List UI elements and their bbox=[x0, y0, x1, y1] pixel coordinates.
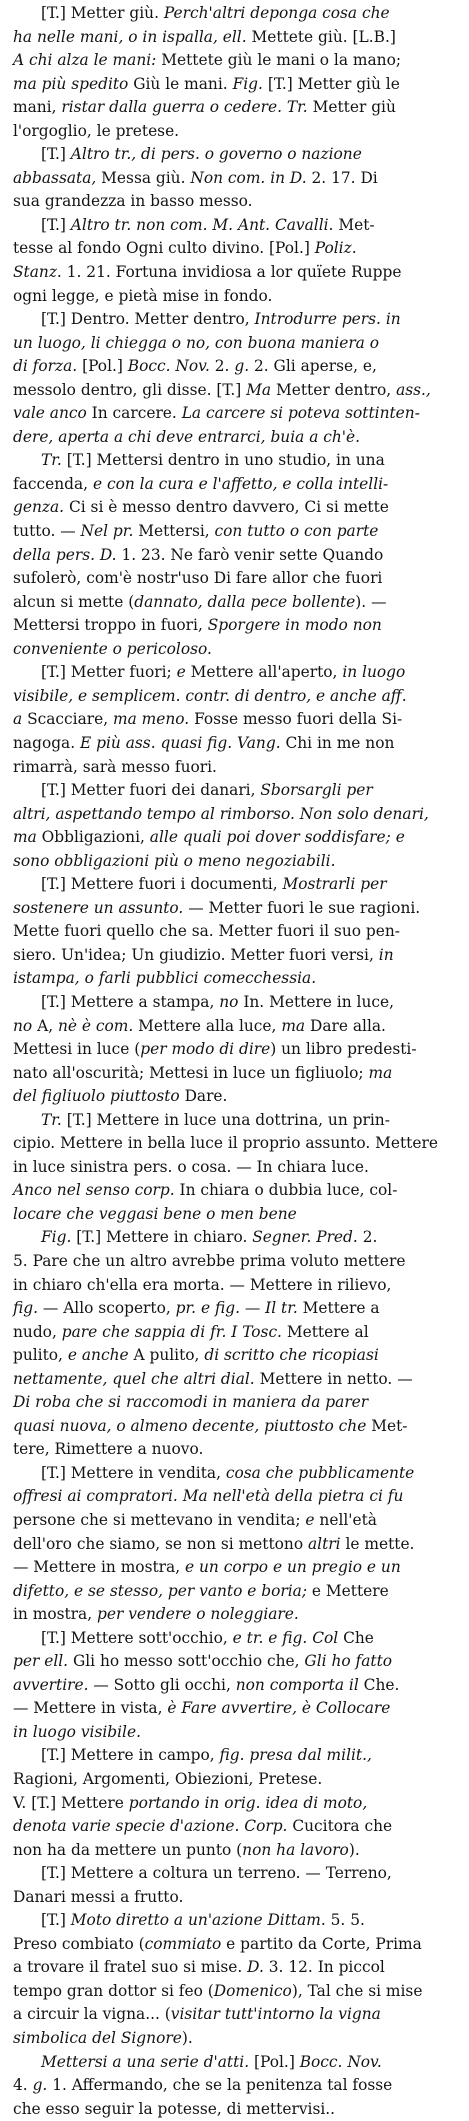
italic-segment: ma bbox=[13, 828, 37, 847]
text-segment: — Metter fuori le sue ragioni. bbox=[183, 898, 421, 917]
text-segment: [Pol.] bbox=[77, 357, 128, 376]
text-line bbox=[13, 1038, 459, 1062]
text-line bbox=[13, 1933, 459, 1957]
italic-segment: visitar tutt'intorno la vigna bbox=[170, 2005, 381, 2024]
text-segment: Mettersi troppo in fuori, bbox=[13, 616, 208, 635]
text-segment: siero. Un'idea; Un giudizio. Metter fuori versi, bbox=[13, 945, 379, 964]
text-line bbox=[13, 355, 459, 379]
italic-segment: no bbox=[13, 1016, 33, 1035]
italic-segment: altri bbox=[308, 1534, 341, 1553]
text-segment: dell'oro che siamo, se non si mettono bbox=[13, 1534, 308, 1553]
text-line bbox=[13, 496, 459, 520]
text-line bbox=[13, 2098, 459, 2121]
text-line bbox=[13, 2, 459, 26]
text-segment: [T.] Mettere in vendita, bbox=[41, 1463, 226, 1482]
italic-segment: è Fare avvertire, è Collocare bbox=[167, 1699, 391, 1718]
text-segment: in luce sinistra pers. o cosa. — In chiara luce. bbox=[13, 1157, 369, 1176]
italic-segment: Anco nel senso corp. bbox=[13, 1181, 175, 1200]
text-line bbox=[13, 402, 459, 426]
text-line bbox=[13, 1015, 459, 1039]
text-segment: Mettere a bbox=[297, 1299, 380, 1318]
text-segment: — Sotto gli occhi, bbox=[88, 1675, 236, 1694]
text-segment: 2. 17. Di bbox=[306, 168, 378, 187]
text-segment: alcun si mette ( bbox=[13, 592, 135, 611]
text-segment: nudo, bbox=[13, 1322, 62, 1341]
italic-segment: ristar dalla guerra o cedere. Tr. bbox=[61, 98, 308, 117]
text-segment: tempo gran dottor si feo ( bbox=[13, 1981, 214, 2000]
text-segment: a trovare il fratel suo si mise. bbox=[13, 1958, 248, 1977]
text-line bbox=[13, 826, 459, 850]
italic-segment: Mostrarli per bbox=[282, 875, 387, 894]
text-segment: che esso seguir la potesse, di mettervisi.. bbox=[13, 2099, 336, 2118]
text-line bbox=[13, 1274, 459, 1298]
text-segment: Cucitora che bbox=[287, 1817, 393, 1836]
italic-segment: g. bbox=[32, 2076, 48, 2095]
text-line bbox=[13, 967, 459, 991]
text-line bbox=[13, 1509, 459, 1533]
italic-segment: Non com. in D. bbox=[190, 168, 307, 187]
italic-segment: e un corpo e un pregio e un bbox=[184, 1558, 401, 1577]
text-segment: tere, Rimettere a nuovo. bbox=[13, 1440, 204, 1459]
text-line bbox=[13, 1792, 459, 1816]
text-segment: tesse al fondo Ogni culto divino. [Pol.] bbox=[13, 239, 315, 258]
text-segment: [T.] Metter giù. bbox=[41, 4, 164, 22]
text-segment: [T.] Mettere in campo, bbox=[41, 1746, 220, 1765]
text-line bbox=[13, 167, 459, 191]
text-segment: — Mettere in vista, bbox=[13, 1699, 168, 1718]
text-segment: [T.] Mettere in luce una dottrina, un prin- bbox=[61, 1110, 390, 1129]
text-segment: l'orgoglio, le pretese. bbox=[13, 121, 180, 140]
text-segment: Mettete giù. [L.B.] bbox=[246, 27, 396, 46]
italic-segment: non comporta il bbox=[235, 1675, 359, 1694]
text-line bbox=[13, 920, 459, 944]
text-segment: [T.] Mettere a stampa, bbox=[41, 992, 220, 1011]
italic-segment: alle quali poi dover soddisfare; e bbox=[149, 828, 405, 847]
text-segment: mani, bbox=[13, 98, 62, 117]
text-segment: Preso combiato ( bbox=[13, 1934, 145, 1953]
text-segment: Che bbox=[338, 1628, 374, 1647]
text-segment: Met- bbox=[366, 1416, 408, 1435]
text-segment: Messa giù. bbox=[96, 168, 191, 187]
text-segment: Ci si è messo dentro davvero, Ci si mette bbox=[64, 498, 389, 517]
italic-segment: sono obbligazioni più o meno negoziabili. bbox=[13, 851, 336, 870]
text-segment: Metter giù bbox=[307, 98, 396, 117]
text-segment: V. [T.] Mettere bbox=[13, 1793, 129, 1812]
italic-segment: ha nelle mani, o in ispalla, ell. bbox=[13, 27, 247, 46]
text-segment: 2. bbox=[209, 357, 235, 376]
italic-segment: Mettersi a una serie d'atti. bbox=[41, 2052, 250, 2071]
text-line bbox=[13, 1980, 459, 2004]
text-line bbox=[13, 308, 459, 332]
text-line bbox=[13, 1721, 459, 1745]
italic-segment: istampa, o farli pubblici comecchessia. bbox=[13, 969, 317, 988]
italic-segment: di scritto che ricopiasi bbox=[204, 1346, 379, 1365]
italic-segment: locare che veggasi bene o men bene bbox=[13, 1204, 297, 1223]
italic-segment: ma più spedito bbox=[13, 74, 129, 93]
text-segment: 5. Pare che un altro avrebbe prima voluto mettere bbox=[13, 1251, 406, 1270]
italic-segment: ma meno. bbox=[113, 710, 190, 729]
text-line bbox=[13, 1344, 459, 1368]
text-segment: [T.] bbox=[41, 215, 71, 234]
italic-segment: di forza. bbox=[13, 357, 78, 376]
text-line bbox=[13, 379, 459, 403]
text-segment: in mostra, bbox=[13, 1605, 97, 1624]
text-line bbox=[13, 873, 459, 897]
text-line bbox=[13, 1580, 459, 1604]
text-segment: ). bbox=[181, 2029, 193, 2048]
text-segment: tutto. — bbox=[13, 522, 81, 541]
text-line bbox=[13, 2051, 459, 2075]
text-line bbox=[13, 1109, 459, 1133]
text-segment: nell'età bbox=[314, 1511, 377, 1529]
text-segment: Mettere in netto. — bbox=[254, 1369, 413, 1388]
text-line bbox=[13, 285, 459, 309]
italic-segment: e con la cura e l'affetto, e colla intelli- bbox=[92, 474, 389, 493]
text-line bbox=[13, 1533, 459, 1557]
text-line bbox=[13, 473, 459, 497]
text-line bbox=[13, 591, 459, 615]
italic-segment: dannato, dalla pece bollente bbox=[134, 592, 356, 611]
italic-segment: del figliuolo piuttosto bbox=[13, 1087, 180, 1106]
italic-segment: in luogo bbox=[342, 663, 406, 682]
text-segment: in chiaro ch'ella era morta. — Mettere in rilievo, bbox=[13, 1275, 392, 1294]
italic-segment: cosa che pubblicamente bbox=[225, 1463, 415, 1482]
text-line bbox=[13, 2027, 459, 2051]
text-line bbox=[13, 1815, 459, 1839]
text-line bbox=[13, 1203, 459, 1227]
text-line bbox=[13, 26, 459, 50]
text-segment: In carcere. bbox=[86, 404, 182, 423]
text-segment: sufolerò, com'è nostr'uso Di fare allor che fuori bbox=[13, 569, 383, 588]
text-line bbox=[13, 803, 459, 827]
italic-segment: dere, aperta a chi deve entrarci, buia a ch'è. bbox=[13, 427, 361, 446]
text-line bbox=[13, 190, 459, 214]
text-line bbox=[13, 1321, 459, 1345]
italic-segment: ass., bbox=[396, 380, 431, 399]
text-line bbox=[13, 1627, 459, 1651]
italic-segment: Ma bbox=[246, 380, 272, 399]
text-line bbox=[13, 2003, 459, 2027]
italic-segment: Altro tr., di pers. o governo o nazione bbox=[70, 145, 362, 164]
text-segment: messolo dentro, gli disse. [T.] bbox=[13, 380, 247, 399]
text-line bbox=[13, 779, 459, 803]
text-segment: Danari messi a frutto. bbox=[13, 1887, 184, 1906]
italic-segment: A chi alza le mani: bbox=[13, 51, 157, 70]
text-line bbox=[13, 1250, 459, 1274]
italic-segment: pare che sappia di fr. I Tosc. bbox=[61, 1322, 282, 1341]
italic-segment: Bocc. Nov. bbox=[127, 357, 210, 376]
italic-segment: Nel pr. bbox=[80, 522, 134, 541]
italic-segment: Fig. bbox=[232, 74, 263, 93]
text-line bbox=[13, 1226, 459, 1250]
italic-segment: Tr. bbox=[41, 451, 62, 470]
text-line bbox=[13, 1179, 459, 1203]
text-segment: — Mettere in mostra, bbox=[13, 1558, 185, 1577]
italic-segment: D. bbox=[247, 1958, 264, 1977]
text-line bbox=[13, 1485, 459, 1509]
text-line bbox=[13, 1085, 459, 1109]
text-segment: Mettere al bbox=[281, 1322, 369, 1341]
italic-segment: in bbox=[378, 945, 394, 964]
italic-segment: per vendere o noleggiare. bbox=[97, 1605, 299, 1624]
italic-segment: sostenere un assunto. bbox=[13, 898, 184, 917]
text-segment: In. Mettere in luce, bbox=[238, 992, 394, 1011]
italic-segment: per ell. bbox=[13, 1652, 69, 1671]
text-line bbox=[13, 756, 459, 780]
italic-segment: visibile, e semplicem. contr. di dentro, e anche aff. bbox=[13, 686, 407, 705]
text-line bbox=[13, 1956, 459, 1980]
text-line bbox=[13, 567, 459, 591]
text-line bbox=[13, 2074, 459, 2098]
text-segment: Mettersi, bbox=[133, 522, 215, 541]
text-line bbox=[13, 1603, 459, 1627]
text-segment: [T.] Mettere a coltura un terreno. — Terreno, bbox=[41, 1864, 392, 1883]
italic-segment: nettamente, quel che altri dial. bbox=[13, 1369, 255, 1388]
text-line bbox=[13, 96, 459, 120]
text-line bbox=[13, 1156, 459, 1180]
text-line bbox=[13, 1839, 459, 1863]
text-line bbox=[13, 237, 459, 261]
text-line bbox=[13, 1744, 459, 1768]
text-segment: ). bbox=[348, 1840, 360, 1859]
italic-segment: e bbox=[305, 1511, 315, 1529]
text-segment: — Allo scoperto, bbox=[38, 1299, 176, 1318]
text-segment: [T.] bbox=[41, 145, 71, 164]
italic-segment: a bbox=[13, 710, 23, 729]
italic-segment: conveniente o pericoloso. bbox=[13, 639, 212, 658]
text-line bbox=[13, 708, 459, 732]
text-segment: [T.] Mettere sott'occhio, bbox=[41, 1628, 233, 1647]
text-segment: rimarrà, sarà messo fuori. bbox=[13, 757, 217, 776]
italic-segment: genza. bbox=[13, 498, 65, 517]
text-segment: cipio. Mettere in bella luce il proprio assunto. Mettere bbox=[13, 1134, 438, 1153]
text-segment: Ragioni, Argomenti, Obiezioni, Pretese. bbox=[13, 1770, 323, 1789]
text-line bbox=[13, 661, 459, 685]
text-line bbox=[13, 1391, 459, 1415]
italic-segment: Sporgere in modo non bbox=[207, 616, 382, 635]
text-line bbox=[13, 732, 459, 756]
text-segment: Giù le mani. bbox=[128, 74, 233, 93]
italic-segment: fig. bbox=[13, 1299, 39, 1318]
text-segment: [T.] Metter fuori; bbox=[41, 663, 177, 682]
italic-segment: offresi ai compratori. Ma nell'età della pietra ci fu bbox=[13, 1487, 404, 1506]
italic-segment: altri, aspettando tempo al rimborso. Non solo denari, bbox=[13, 804, 429, 823]
text-segment: ogni legge, e pietà mise in fondo. bbox=[13, 286, 273, 305]
italic-segment: Fig. bbox=[41, 1228, 72, 1247]
italic-segment: Introdurre pers. in bbox=[254, 310, 401, 329]
italic-segment: abbassata, bbox=[13, 168, 97, 187]
text-segment: 4. bbox=[13, 2076, 33, 2095]
text-segment: 3. 12. In piccol bbox=[263, 1958, 385, 1977]
text-line bbox=[13, 1368, 459, 1392]
text-segment: Mettere alla luce, bbox=[133, 1016, 282, 1035]
text-line bbox=[13, 1862, 459, 1886]
text-line bbox=[13, 991, 459, 1015]
italic-segment: Segner. Pred. bbox=[252, 1228, 358, 1247]
italic-segment: g. bbox=[234, 357, 250, 376]
text-line bbox=[13, 1697, 459, 1721]
text-segment: 2. Gli aperse, e, bbox=[249, 357, 377, 376]
text-segment: A, bbox=[32, 1016, 58, 1035]
text-segment: 1. Affermando, che se la penitenza tal fosse bbox=[47, 2076, 393, 2095]
text-line bbox=[13, 544, 459, 568]
text-segment: 2. bbox=[357, 1228, 378, 1247]
italic-segment: non ha lavoro bbox=[242, 1840, 349, 1859]
text-segment: e Mettere bbox=[307, 1581, 389, 1600]
italic-segment: simbolica del Signore bbox=[13, 2029, 182, 2048]
text-line bbox=[13, 1886, 459, 1910]
text-line bbox=[13, 1650, 459, 1674]
italic-segment: e bbox=[176, 663, 186, 682]
italic-segment: Altro tr. non com. M. Ant. Cavalli. bbox=[70, 215, 334, 234]
text-segment: [T.] Dentro. Metter dentro, bbox=[41, 310, 255, 329]
text-segment: nato all'oscurità; Mettesi in luce un figliuolo; bbox=[13, 1063, 369, 1082]
text-line bbox=[13, 332, 459, 356]
italic-segment: e anche bbox=[67, 1346, 129, 1365]
text-line bbox=[13, 120, 459, 144]
text-segment: faccenda, bbox=[13, 474, 93, 493]
text-segment: [Pol.] bbox=[249, 2052, 300, 2071]
text-line bbox=[13, 1062, 459, 1086]
italic-segment: pr. e fig. — Il tr. bbox=[175, 1299, 298, 1318]
text-segment: [T.] Metter fuori dei danari, bbox=[41, 781, 261, 800]
italic-segment: in luogo visibile. bbox=[13, 1722, 141, 1741]
italic-segment: Bocc. Nov. bbox=[299, 2052, 382, 2071]
text-segment: Fosse messo fuori della Si- bbox=[189, 710, 403, 729]
italic-segment: commiato bbox=[144, 1934, 222, 1953]
text-line bbox=[13, 614, 459, 638]
text-segment: [T.] Mettere in chiaro. bbox=[71, 1228, 253, 1247]
text-segment: Metter dentro, bbox=[271, 380, 397, 399]
text-line bbox=[13, 49, 459, 73]
italic-segment: fig. presa dal milit., bbox=[219, 1746, 372, 1765]
text-line bbox=[13, 1297, 459, 1321]
text-segment: 1. 21. Fortuna invidiosa a lor quïete Ruppe bbox=[61, 263, 402, 282]
text-line bbox=[13, 850, 459, 874]
italic-segment: ma bbox=[281, 1016, 306, 1035]
text-segment: Met- bbox=[333, 215, 375, 234]
italic-segment: della pers. D. bbox=[13, 545, 117, 564]
text-segment: ). — bbox=[355, 592, 387, 611]
text-segment: a circuir la vigna... ( bbox=[13, 2005, 171, 2024]
italic-segment: quasi nuova, o almeno decente, piuttosto che bbox=[13, 1416, 367, 1435]
text-line bbox=[13, 73, 459, 97]
italic-segment: Tr. bbox=[41, 1110, 62, 1129]
italic-segment: Stanz. bbox=[13, 263, 62, 282]
text-segment: Mettere all'aperto, bbox=[185, 663, 343, 682]
text-segment: le mette. bbox=[340, 1534, 415, 1553]
text-segment: A pulito, bbox=[128, 1346, 205, 1365]
text-segment: [T.] bbox=[41, 1911, 71, 1930]
text-line bbox=[13, 520, 459, 544]
italic-segment: Di roba che si raccomodi in maniera da parer bbox=[13, 1393, 369, 1412]
text-segment: Gli ho messo sott'occhio che, bbox=[68, 1652, 305, 1671]
text-line bbox=[13, 1909, 459, 1933]
text-segment: Obbligazioni, bbox=[36, 828, 150, 847]
italic-segment: Gli ho fatto bbox=[304, 1652, 393, 1671]
italic-segment: nè è com. bbox=[57, 1016, 134, 1035]
text-segment: sua grandezza in basso messo. bbox=[13, 192, 253, 211]
text-segment: Dare alla. bbox=[305, 1016, 386, 1035]
text-line bbox=[13, 261, 459, 285]
text-line bbox=[13, 449, 459, 473]
text-line bbox=[13, 897, 459, 921]
text-segment: pulito, bbox=[13, 1346, 68, 1365]
text-segment: Mettete giù le mani o la mano; bbox=[156, 51, 402, 70]
italic-segment: denota varie specie d'azione. Corp. bbox=[13, 1817, 288, 1836]
italic-segment: vale anco bbox=[13, 404, 87, 423]
italic-segment: Sborsargli per bbox=[260, 781, 373, 800]
italic-segment: no bbox=[219, 992, 239, 1011]
text-line bbox=[13, 685, 459, 709]
italic-segment: difetto, e se stesso, per vanto e boria; bbox=[13, 1581, 308, 1600]
text-line bbox=[13, 214, 459, 238]
text-segment: [T.] Metter giù le bbox=[262, 74, 400, 93]
text-line bbox=[13, 1415, 459, 1439]
italic-segment: con tutto o con parte bbox=[214, 522, 379, 541]
text-segment: Che. bbox=[358, 1675, 400, 1694]
text-segment: persone che si mettevano in vendita; bbox=[13, 1511, 306, 1529]
italic-segment: avvertire. bbox=[13, 1675, 89, 1694]
text-segment: [T.] Mettere fuori i documenti, bbox=[41, 875, 283, 894]
text-segment: non ha da mettere un punto ( bbox=[13, 1840, 243, 1859]
text-line bbox=[13, 1556, 459, 1580]
italic-segment: E più ass. quasi fig. Vang. bbox=[80, 733, 281, 752]
text-line bbox=[13, 1768, 459, 1792]
text-line bbox=[13, 426, 459, 450]
text-segment: 1. 23. Ne farò venir sette Quando bbox=[116, 545, 384, 564]
text-line bbox=[13, 143, 459, 167]
text-segment: nagoga. bbox=[13, 733, 81, 752]
italic-segment: un luogo, li chiegga o no, con buona maniera o bbox=[13, 333, 380, 352]
italic-segment: Poliz. bbox=[314, 239, 357, 258]
text-segment: Chi in me non bbox=[280, 733, 395, 752]
text-line bbox=[13, 1674, 459, 1698]
italic-segment: La carcere si poteva sottinten- bbox=[181, 404, 420, 423]
italic-segment: ma bbox=[368, 1063, 393, 1082]
text-segment: [T.] Mettersi dentro in uno studio, in una bbox=[61, 451, 385, 470]
italic-segment: Domenico bbox=[213, 1981, 292, 2000]
text-segment: 5. 5. bbox=[325, 1911, 365, 1930]
text-line bbox=[13, 1438, 459, 1462]
text-segment: Mette fuori quello che sa. Metter fuori il suo pen- bbox=[13, 922, 400, 941]
text-segment: ), Tal che si mise bbox=[291, 1981, 423, 2000]
italic-segment: e tr. e fig. Col bbox=[232, 1628, 339, 1647]
italic-segment: Moto diretto a un'azione Dittam. bbox=[70, 1911, 326, 1930]
text-segment: ) un libro predesti- bbox=[270, 1040, 417, 1059]
text-segment: Scacciare, bbox=[22, 710, 114, 729]
italic-segment: per modo di dire bbox=[140, 1040, 271, 1059]
text-line bbox=[13, 638, 459, 662]
italic-segment: portando in orig. idea di moto, bbox=[128, 1793, 368, 1812]
text-segment: e partito da Corte, Prima bbox=[221, 1934, 422, 1953]
text-line bbox=[13, 1462, 459, 1486]
text-line bbox=[13, 944, 459, 968]
text-segment: Dare. bbox=[179, 1087, 228, 1106]
text-segment: Mettesi in luce ( bbox=[13, 1040, 141, 1059]
text-line bbox=[13, 1132, 459, 1156]
text-segment: In chiara o dubbia luce, col- bbox=[174, 1181, 398, 1200]
italic-segment: Perch'altri deponga cosa che bbox=[163, 4, 390, 22]
